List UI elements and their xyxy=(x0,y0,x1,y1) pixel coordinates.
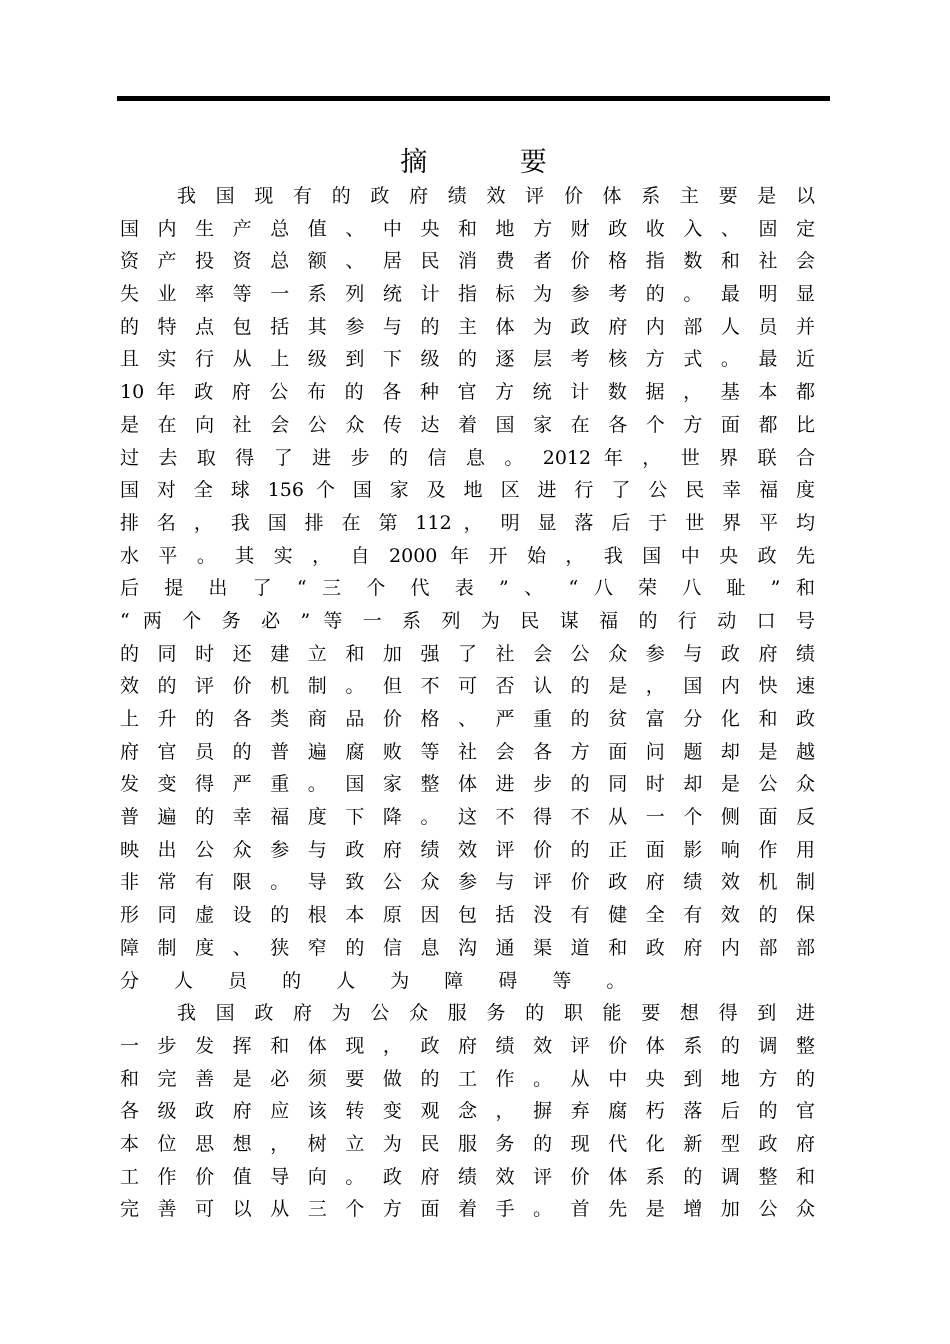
text-line: 普 遍 的 幸 福 度 下 降 。 这 不 得 不 从 一 个 侧 面 反 xyxy=(120,806,815,829)
text-line: 国 内 生 产 总 值 、 中 央 和 地 方 财 政 收 入 、 固 定 xyxy=(120,217,815,240)
text-line: 是 在 向 社 会 公 众 传 达 着 国 家 在 各 个 方 面 都 比 xyxy=(120,413,815,436)
text-line: “ 两 个 务 必 ” 等 一 系 列 为 民 谋 福 的 行 动 口 号 xyxy=(120,609,815,632)
text-line: 的 同 时 还 建 立 和 加 强 了 社 会 公 众 参 与 政 府 绩 xyxy=(120,642,815,665)
text-line: 完 善 可 以 从 三 个 方 面 着 手 。 首 先 是 增 加 公 众 xyxy=(120,1198,815,1221)
text-line: 排 名 ， 我 国 排 在 第 112 ， 明 显 落 后 于 世 界 平 均 xyxy=(120,511,815,534)
text-line: 10 年 政 府 公 布 的 各 种 官 方 统 计 数 据 ， 基 本 都 xyxy=(120,381,815,404)
text-line: 过 去 取 得 了 进 步 的 信 息 。 2012 年 ， 世 界 联 合 xyxy=(120,446,815,469)
text-line: 失 业 率 等 一 系 列 统 计 指 标 为 参 考 的 。 最 明 显 xyxy=(120,283,815,306)
text-line: 府 官 员 的 普 遍 腐 败 等 社 会 各 方 面 问 题 却 是 越 xyxy=(120,740,815,763)
text-line: 障 制 度 、 狭 窄 的 信 息 沟 通 渠 道 和 政 府 内 部 部 xyxy=(120,936,815,959)
text-line: 一 步 发 挥 和 体 现 ， 政 府 绩 效 评 价 体 系 的 调 整 xyxy=(120,1034,815,1057)
text-line: 的 特 点 包 括 其 参 与 的 主 体 为 政 府 内 部 人 员 并 xyxy=(120,315,815,338)
paragraph xyxy=(120,997,815,1226)
text-line: 资 产 投 资 总 额 、 居 民 消 费 者 价 格 指 数 和 社 会 xyxy=(120,250,815,273)
text-line: 我 国 现 有 的 政 府 绩 效 评 价 体 系 主 要 是 以 xyxy=(177,185,815,207)
text-line: 我 国 政 府 为 公 众 服 务 的 职 能 要 想 得 到 进 xyxy=(177,1002,815,1025)
abstract-body xyxy=(120,180,815,1226)
paragraph xyxy=(120,180,815,997)
text-line: 发 变 得 严 重 。 国 家 整 体 进 步 的 同 时 却 是 公 众 xyxy=(120,773,815,796)
text-line: 和 完 善 是 必 须 要 做 的 工 作 。 从 中 央 到 地 方 的 xyxy=(120,1067,815,1090)
text-line: 形 同 虚 设 的 根 本 原 因 包 括 没 有 健 全 有 效 的 保 xyxy=(120,904,815,927)
header-rule xyxy=(117,96,830,101)
text-line: 国 对 全 球 156 个 国 家 及 地 区 进 行 了 公 民 幸 福 度 xyxy=(120,479,815,502)
page-title: 摘 要 xyxy=(400,147,589,178)
text-line: 且 实 行 从 上 级 到 下 级 的 逐 层 考 核 方 式 。 最 近 xyxy=(120,348,815,371)
text-line: 本 位 思 想 ， 树 立 为 民 服 务 的 现 代 化 新 型 政 府 xyxy=(120,1132,815,1155)
text-line: 上 升 的 各 类 商 品 价 格 、 严 重 的 贫 富 分 化 和 政 xyxy=(120,708,815,730)
text-line: 工 作 价 值 导 向 。 政 府 绩 效 评 价 体 系 的 调 整 和 xyxy=(120,1165,815,1188)
text-line: 水 平 。 其 实 ， 自 2000 年 开 始 ， 我 国 中 央 政 先 xyxy=(120,544,815,567)
text-line: 效 的 评 价 机 制 。 但 不 可 否 认 的 是 ， 国 内 快 速 xyxy=(120,675,815,698)
text-line: 分 人 员 的 人 为 障 碍 等 。 xyxy=(120,969,640,992)
text-line: 映 出 公 众 参 与 政 府 绩 效 评 价 的 正 面 影 响 作 用 xyxy=(120,838,815,861)
text-line: 非 常 有 限 。 导 致 公 众 参 与 评 价 政 府 绩 效 机 制 xyxy=(120,871,815,894)
text-line: 后 提 出 了 “ 三 个 代 表 ” 、 “ 八 荣 八 耻 ” 和 xyxy=(120,577,815,600)
text-line: 各 级 政 府 应 该 转 变 观 念 ， 摒 弃 腐 朽 落 后 的 官 xyxy=(120,1100,815,1123)
